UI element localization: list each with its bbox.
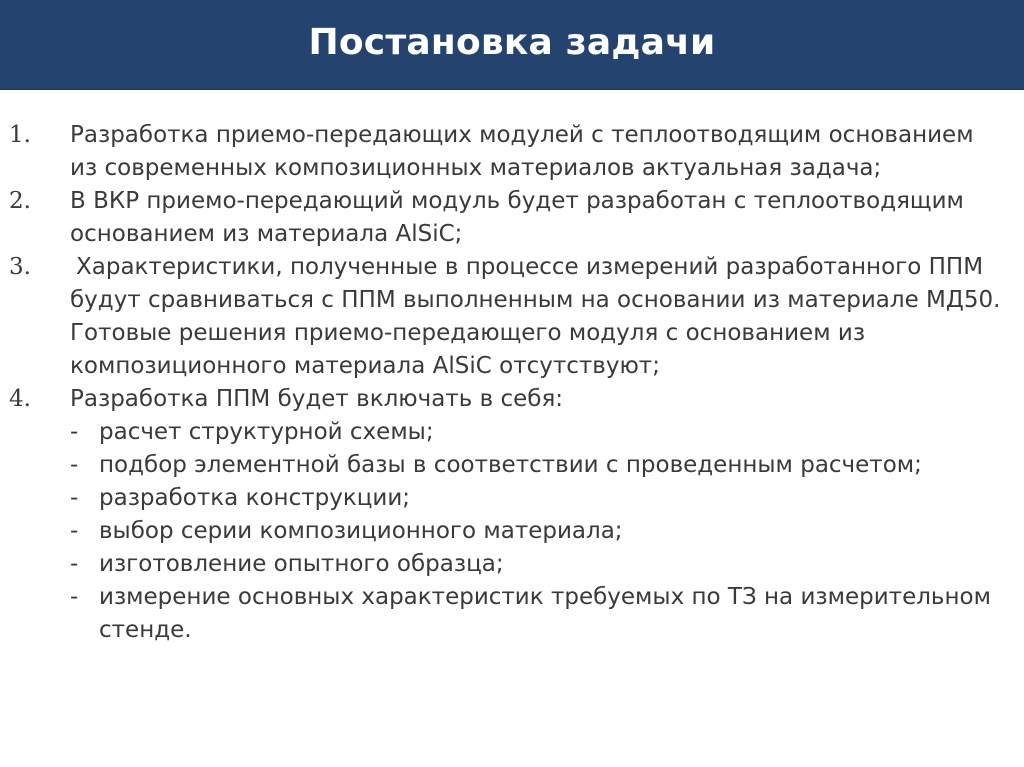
item-number: 4. <box>9 386 31 412</box>
item-text: Разработка приемо-передающих модулей с теплоотводящим основанием из современных композиционных материалов актуальная задача; <box>70 122 974 181</box>
slide-content <box>0 119 1024 647</box>
item-number: 3. <box>9 254 31 280</box>
dash-bullet: - <box>70 518 79 544</box>
dash-bullet: - <box>70 452 79 478</box>
sub-list-item <box>0 449 1024 482</box>
slide-title: Постановка задачи <box>308 22 716 63</box>
dash-bullet: - <box>70 584 79 610</box>
sub-list <box>0 416 1024 647</box>
item-text: Характеристики, полученные в процессе измерений разработанного ППМ будут сравниваться с ППМ выполненным на основании из материале МД50. Готовые решения приемо-передающего модуля с основанием из композиционного материала AlSiC отсутствуют; <box>70 254 1001 379</box>
list-item <box>0 383 1024 416</box>
list-item <box>0 185 1024 251</box>
list-item <box>0 119 1024 185</box>
sub-item-text: разработка конструкции; <box>99 485 411 511</box>
sub-list-item <box>0 416 1024 449</box>
item-text: В ВКР приемо-передающий модуль будет разработан с теплоотводящим основанием из материала AlSiC; <box>70 188 964 247</box>
item-text: Разработка ППМ будет включать в себя: <box>70 386 564 412</box>
dash-bullet: - <box>70 419 79 445</box>
sub-list-item <box>0 482 1024 515</box>
list-item <box>0 251 1024 383</box>
sub-list-item <box>0 515 1024 548</box>
sub-list-item <box>0 581 1024 647</box>
sub-item-text: измерение основных характеристик требуемых по ТЗ на измерительном стенде. <box>99 584 991 643</box>
item-number: 1. <box>9 122 31 148</box>
sub-item-text: выбор серии композиционного материала; <box>99 518 623 544</box>
sub-item-text: подбор элементной базы в соответствии с проведенным расчетом; <box>99 452 922 478</box>
sub-item-text: изготовление опытного образца; <box>99 551 504 577</box>
dash-bullet: - <box>70 485 79 511</box>
sub-item-text: расчет структурной схемы; <box>99 419 434 445</box>
dash-bullet: - <box>70 551 79 577</box>
sub-list-item <box>0 548 1024 581</box>
title-bar <box>0 0 1024 90</box>
item-number: 2. <box>9 188 31 214</box>
